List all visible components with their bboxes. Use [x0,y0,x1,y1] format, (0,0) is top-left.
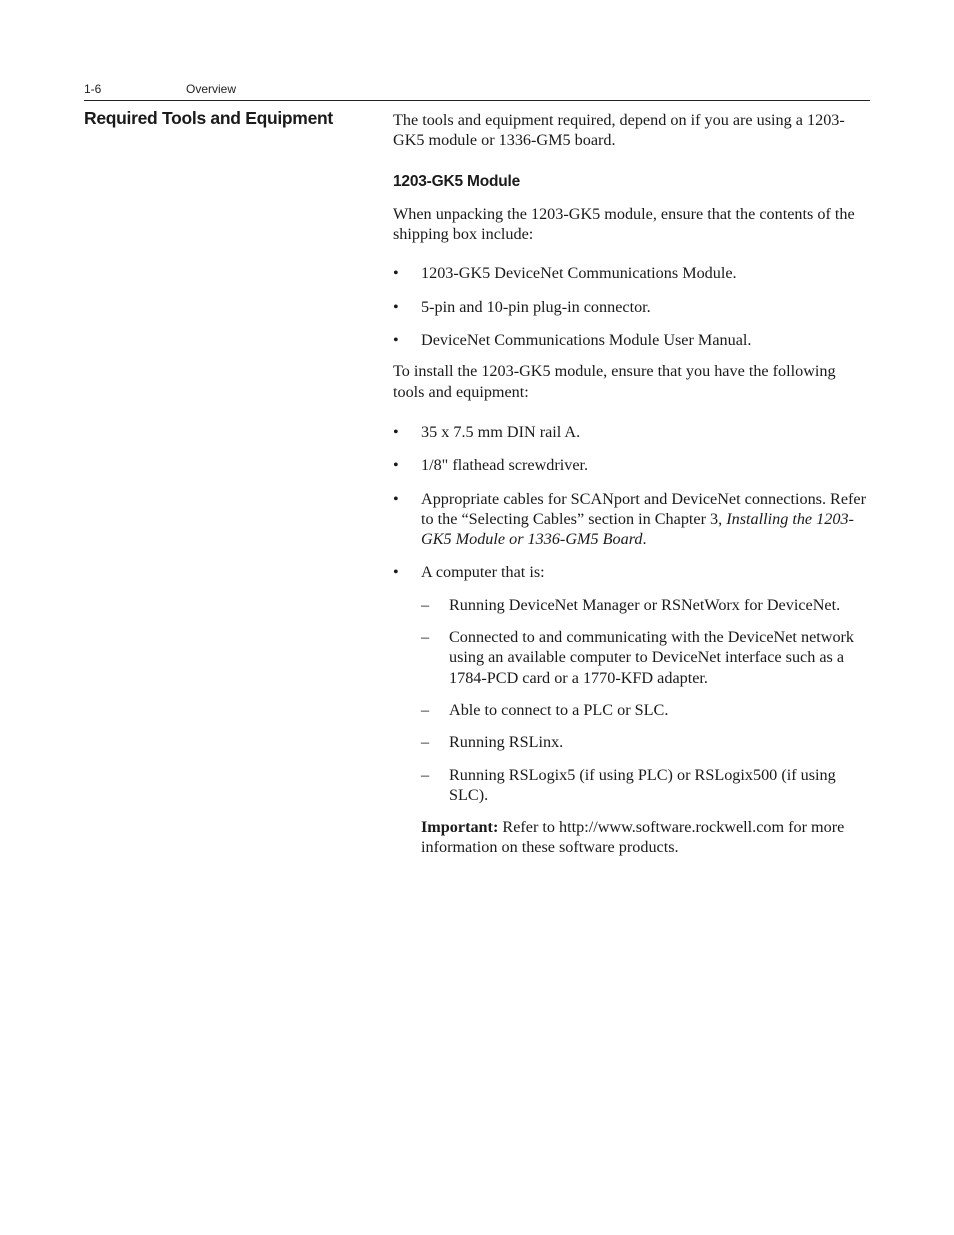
bullet-icon: • [393,456,399,475]
unpack-paragraph: When unpacking the 1203-GK5 module, ensure that the contents of the shipping box include: [393,204,855,244]
sub-list-item-text: Connected to and communicating with the DeviceNet network using an available computer to DeviceNet interface such as a 1784-PCD card or a 1770-KFD adapter. [449,628,855,687]
sub-list-item-text: Running RSLinx. [449,733,564,752]
page-number: 1-6 [84,82,102,96]
dash-icon: – [421,765,430,784]
section-heading: Required Tools and Equipment [84,108,333,128]
list-item-text: 5-pin and 10-pin plug-in connector. [421,297,651,316]
sub-list-item-text: Able to connect to a PLC or SLC. [449,700,669,719]
important-label: Important: [421,818,499,837]
intro-paragraph: The tools and equipment required, depend on if you are using a 1203-GK5 module or 1336-GM5 board. [393,111,845,150]
list-item-text [421,490,866,549]
cables-text: Appropriate cables for SCANport and DeviceNet connections. Refer to the “Selecting Cables” section in Chapter 3, [421,489,867,528]
main-content [393,110,871,858]
important-text: Refer to http://www.software.rockwell.com for more information on these software products. [421,818,845,857]
dash-icon: – [421,595,430,614]
sub-list-item [393,765,871,806]
list-item-text: 1203-GK5 DeviceNet Communications Module. [421,264,737,283]
bullet-icon: • [393,331,399,350]
list-item [393,562,871,582]
bullet-icon: • [393,264,399,283]
list-item [393,455,871,475]
list-item-text: 35 x 7.5 mm DIN rail A. [421,422,581,441]
sub-list-item-text: Running DeviceNet Manager or RSNetWorx for DeviceNet. [449,595,841,614]
install-paragraph: To install the 1203-GK5 module, ensure that you have the following tools and equipment: [393,362,836,401]
list-item [393,489,871,550]
sub-list-item-text: Running RSLogix5 (if using PLC) or RSLogix500 (if using SLC). [449,765,836,804]
sub-list-item [393,700,871,720]
bullet-icon: • [393,297,399,316]
sub-list-item [393,595,871,615]
page-header [84,80,870,101]
list-item [393,422,871,442]
dash-icon: – [421,700,430,719]
list-item [393,297,871,317]
running-section-title: Overview [186,82,237,96]
dash-icon: – [421,733,430,752]
sub-list-item [393,627,871,688]
dash-icon: – [421,628,430,647]
chapter-title: Installing the 1203-GK5 Module or 1336-GM5 Board [421,509,854,549]
important-note [393,817,871,858]
subsection-heading: 1203-GK5 Module [393,172,521,190]
list-item-text: 1/8" flathead screwdriver. [421,456,589,475]
list-item [393,263,871,283]
bullet-icon: • [393,563,399,582]
bullet-icon: • [393,422,399,441]
cables-period: . [642,530,647,549]
sub-list-item [393,732,871,752]
bullet-icon: • [393,489,399,508]
list-item-text: DeviceNet Communications Module User Manual. [421,331,752,350]
list-item [393,330,871,350]
list-item-text: A computer that is: [421,563,545,582]
